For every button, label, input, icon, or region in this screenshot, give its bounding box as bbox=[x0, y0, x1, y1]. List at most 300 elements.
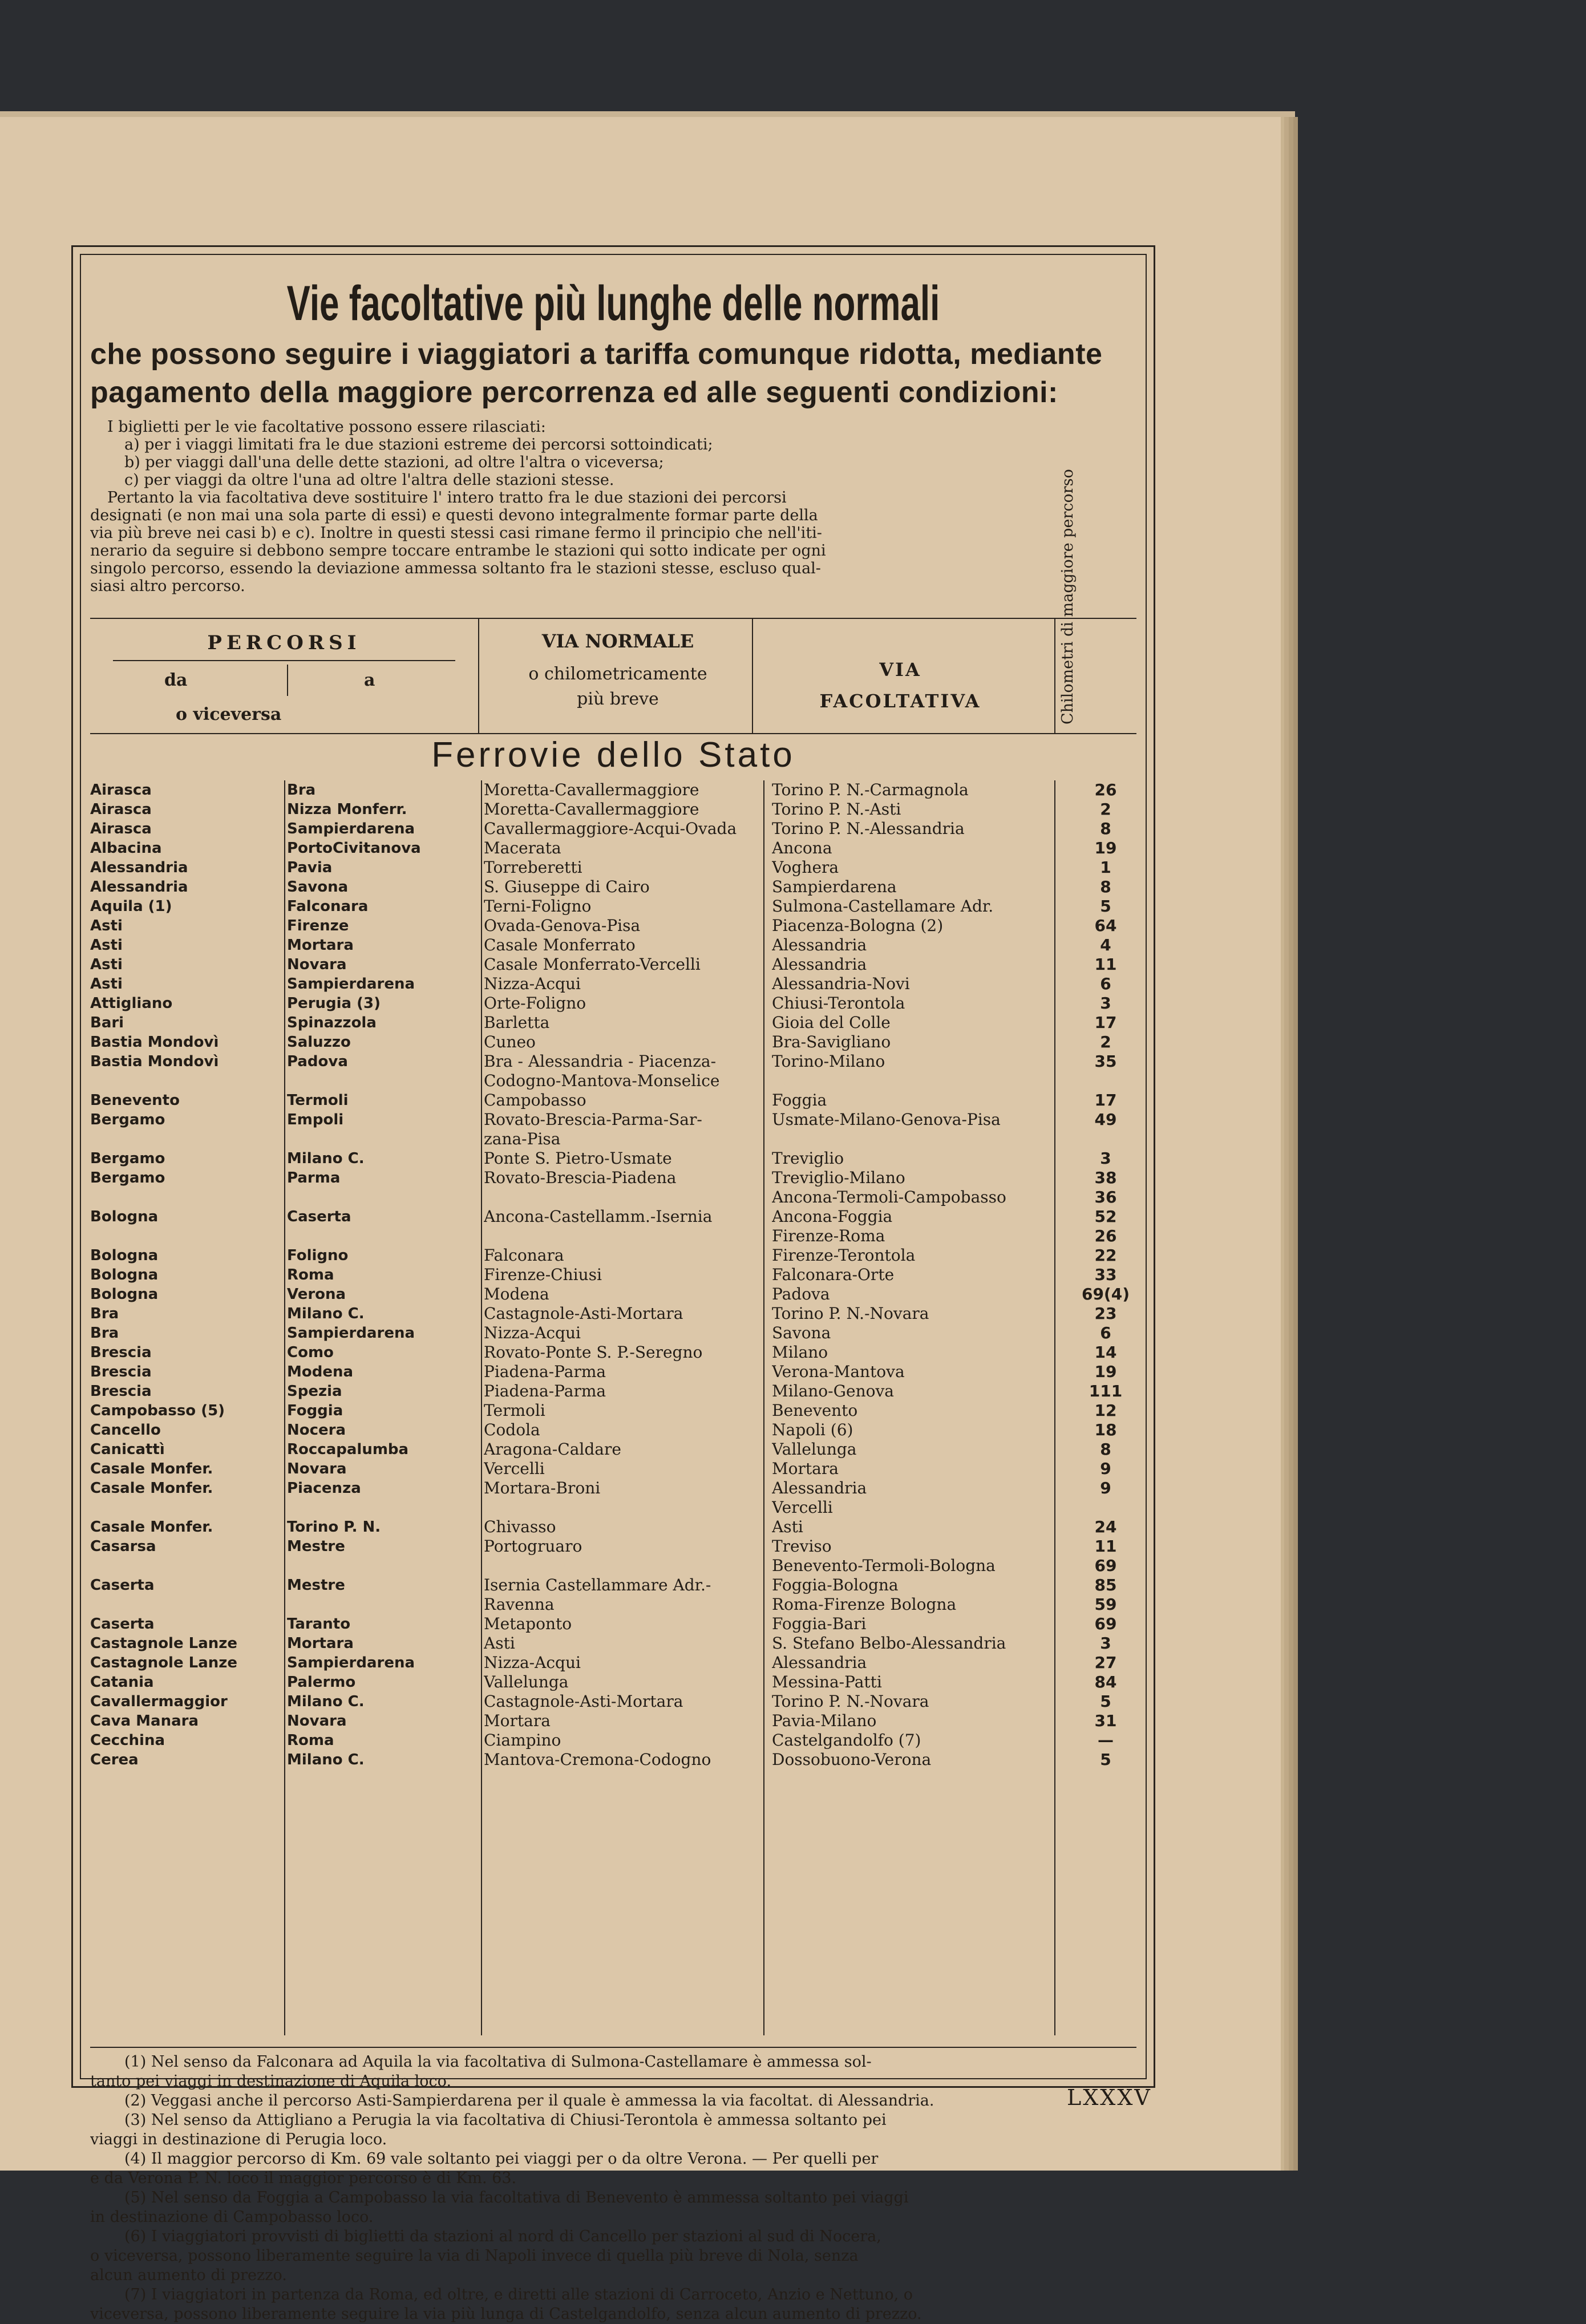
table-row bbox=[90, 1459, 1136, 1479]
station-to: Caserta bbox=[287, 1208, 351, 1225]
table-row bbox=[90, 1168, 1136, 1188]
via-normale: Codogno-Mantova-Monselice bbox=[484, 1071, 720, 1090]
km-extra: 5 bbox=[1100, 1692, 1111, 1711]
station-to: Verona bbox=[287, 1286, 346, 1303]
via-normale: Piadena-Parma bbox=[484, 1382, 606, 1400]
footnote-line: e da Verona P. N. loco il maggior percorso è di Km. 63. bbox=[90, 2169, 517, 2187]
km-extra: 26 bbox=[1094, 1226, 1117, 1245]
station-from: Casale Monfer. bbox=[90, 1519, 213, 1536]
table-row bbox=[90, 1188, 1136, 1207]
via-facoltativa: Torino P. N.-Novara bbox=[772, 1304, 929, 1323]
table-row bbox=[90, 780, 1136, 800]
via-normale: Aragona-Caldare bbox=[484, 1440, 621, 1459]
station-to: Piacenza bbox=[287, 1480, 361, 1497]
km-extra: 19 bbox=[1094, 1362, 1117, 1381]
via-facoltativa: Alessandria bbox=[772, 1479, 867, 1497]
via-facoltativa: Chiusi-Terontola bbox=[772, 994, 905, 1013]
header-via-normale-sub-2: più breve bbox=[577, 689, 659, 709]
station-to: Padova bbox=[287, 1053, 348, 1070]
footnote-line: (1) Nel senso da Falconara ad Aquila la via facoltativa di Sulmona-Castellamare è ammessa sol- bbox=[124, 2053, 872, 2071]
km-extra: 1 bbox=[1100, 858, 1111, 877]
station-to: Torino P. N. bbox=[287, 1519, 381, 1536]
station-from: Bra bbox=[90, 1325, 119, 1342]
table-row bbox=[90, 955, 1136, 974]
station-to: Milano C. bbox=[287, 1693, 365, 1710]
subtitle-line-1: che possono seguire i viaggiatori a tariffa comunque ridotta, mediante bbox=[90, 338, 1103, 371]
via-normale: Asti bbox=[484, 1634, 515, 1653]
table-row bbox=[90, 994, 1136, 1013]
km-extra: 64 bbox=[1094, 916, 1117, 935]
header-via-facoltativa-1: VIA bbox=[879, 659, 921, 681]
via-facoltativa: Ancona bbox=[772, 839, 832, 857]
via-facoltativa: Usmate-Milano-Genova-Pisa bbox=[772, 1110, 1001, 1129]
station-from: Catania bbox=[90, 1674, 154, 1691]
via-normale: Isernia Castellammare Adr.- bbox=[484, 1576, 711, 1594]
km-extra: 36 bbox=[1094, 1188, 1117, 1206]
table-row bbox=[90, 1614, 1136, 1634]
table-row bbox=[90, 1362, 1136, 1382]
footnotes bbox=[90, 2047, 1136, 2324]
km-extra: 49 bbox=[1094, 1110, 1117, 1129]
km-extra: 84 bbox=[1094, 1673, 1117, 1691]
station-to: Spezia bbox=[287, 1383, 342, 1400]
station-to: Pavia bbox=[287, 859, 333, 876]
via-normale: Barletta bbox=[484, 1013, 550, 1032]
station-from: Bologna bbox=[90, 1247, 159, 1264]
km-extra: 9 bbox=[1100, 1479, 1111, 1497]
via-facoltativa: Treviglio bbox=[772, 1149, 844, 1168]
station-to: Novara bbox=[287, 956, 347, 973]
footnote-line: (3) Nel senso da Attigliano a Perugia la via facoltativa di Chiusi-Terontola è ammessa soltanto pei bbox=[124, 2111, 887, 2129]
km-extra: 2 bbox=[1100, 800, 1111, 819]
station-from: Bra bbox=[90, 1305, 119, 1322]
station-to: Roma bbox=[287, 1732, 334, 1749]
column-divider bbox=[763, 780, 764, 2035]
km-extra: 59 bbox=[1094, 1595, 1117, 1614]
station-from: Alessandria bbox=[90, 878, 188, 896]
station-to: Roccapalumba bbox=[287, 1441, 409, 1458]
via-facoltativa: Piacenza-Bologna (2) bbox=[772, 916, 944, 935]
station-from: Cecchina bbox=[90, 1732, 165, 1749]
header-a: a bbox=[364, 670, 375, 690]
station-to: Savona bbox=[287, 878, 349, 896]
via-facoltativa: Ancona-Foggia bbox=[772, 1207, 893, 1226]
via-facoltativa: Milano-Genova bbox=[772, 1382, 894, 1400]
via-normale: Nizza-Acqui bbox=[484, 1323, 581, 1342]
footnote-line: (7) I viaggiatori in partenza da Roma, ed oltre, e diretti alle stazioni di Carroceto, Anzio e Nettuno, o bbox=[124, 2286, 913, 2303]
via-facoltativa: Napoli (6) bbox=[772, 1420, 853, 1439]
station-from: Castagnole Lanze bbox=[90, 1654, 238, 1671]
km-extra: 3 bbox=[1100, 1149, 1111, 1168]
footnote-line: (5) Nel senso da Foggia a Campobasso la via facoltativa di Benevento è ammessa soltanto pei viaggi bbox=[124, 2189, 909, 2206]
table-row bbox=[90, 1207, 1136, 1226]
station-from: Airasca bbox=[90, 820, 152, 837]
km-extra: 69(4) bbox=[1081, 1285, 1130, 1303]
station-to: Mortara bbox=[287, 937, 354, 954]
station-from: Canicattì bbox=[90, 1441, 165, 1458]
via-normale: Mortara-Broni bbox=[484, 1479, 601, 1497]
route-table bbox=[90, 780, 1136, 1770]
table-row bbox=[90, 1556, 1136, 1576]
via-normale: Ciampino bbox=[484, 1731, 561, 1750]
station-from: Cavallermaggior bbox=[90, 1693, 228, 1710]
station-to: Roma bbox=[287, 1266, 334, 1284]
via-facoltativa: Treviso bbox=[772, 1537, 832, 1556]
header-via-facoltativa-2: FACOLTATIVA bbox=[819, 690, 981, 712]
table-row bbox=[90, 819, 1136, 839]
header-divider bbox=[752, 619, 753, 733]
station-from: Cerea bbox=[90, 1751, 139, 1768]
station-from: Brescia bbox=[90, 1383, 152, 1400]
via-normale: Campobasso bbox=[484, 1091, 586, 1110]
via-normale: Castagnole-Asti-Mortara bbox=[484, 1692, 683, 1711]
km-extra: 17 bbox=[1094, 1013, 1117, 1032]
table-row bbox=[90, 1343, 1136, 1362]
via-facoltativa: Sulmona-Castellamare Adr. bbox=[772, 897, 994, 916]
station-from: Bergamo bbox=[90, 1111, 165, 1128]
via-facoltativa: Falconara-Orte bbox=[772, 1265, 895, 1284]
via-normale: Casale Monferrato bbox=[484, 936, 636, 954]
via-normale: Ravenna bbox=[484, 1595, 555, 1614]
station-to: Taranto bbox=[287, 1616, 351, 1633]
table-row bbox=[90, 1517, 1136, 1537]
via-facoltativa: Asti bbox=[772, 1517, 803, 1536]
via-facoltativa: Ancona-Termoli-Campobasso bbox=[772, 1188, 1006, 1206]
km-extra: 11 bbox=[1094, 955, 1117, 974]
station-from: Brescia bbox=[90, 1344, 152, 1361]
column-divider bbox=[284, 780, 285, 2035]
km-extra: 17 bbox=[1094, 1091, 1117, 1110]
via-normale: Torreberetti bbox=[484, 858, 582, 877]
station-from: Airasca bbox=[90, 782, 152, 799]
table-row bbox=[90, 1265, 1136, 1285]
km-extra: 3 bbox=[1100, 1634, 1111, 1653]
station-to: Modena bbox=[287, 1363, 354, 1380]
intro-line: b) per viaggi dall'una delle dette stazioni, ad oltre l'altra o viceversa; bbox=[124, 454, 664, 471]
via-normale: zana-Pisa bbox=[484, 1129, 561, 1148]
via-facoltativa: S. Stefano Belbo-Alessandria bbox=[772, 1634, 1006, 1653]
via-facoltativa: Voghera bbox=[772, 858, 839, 877]
via-facoltativa: Messina-Patti bbox=[772, 1673, 882, 1691]
station-from: Castagnole Lanze bbox=[90, 1635, 238, 1652]
via-facoltativa: Foggia-Bari bbox=[772, 1614, 867, 1633]
km-extra: 14 bbox=[1094, 1343, 1117, 1362]
intro-line: I biglietti per le vie facoltative possono essere rilasciati: bbox=[107, 418, 546, 436]
station-from: Albacina bbox=[90, 840, 162, 857]
via-facoltativa: Padova bbox=[772, 1285, 830, 1303]
via-facoltativa: Torino P. N.-Asti bbox=[772, 800, 901, 819]
table-row bbox=[90, 1226, 1136, 1246]
via-facoltativa: Vercelli bbox=[772, 1498, 833, 1517]
station-from: Brescia bbox=[90, 1363, 152, 1380]
footnote-line: (2) Veggasi anche il percorso Asti-Sampierdarena per il quale è ammessa la via facoltat. di Alessandria. bbox=[124, 2092, 934, 2110]
page-number: LXXXV bbox=[1067, 2085, 1152, 2110]
table-row bbox=[90, 1149, 1136, 1168]
table-row bbox=[90, 1382, 1136, 1401]
station-from: Campobasso (5) bbox=[90, 1402, 225, 1419]
station-from: Casarsa bbox=[90, 1538, 156, 1555]
via-facoltativa: Sampierdarena bbox=[772, 877, 897, 896]
via-normale: Cavallermaggiore-Acqui-Ovada bbox=[484, 819, 737, 838]
header-via-normale-sub bbox=[484, 662, 752, 712]
via-facoltativa: Treviglio-Milano bbox=[772, 1168, 905, 1187]
via-facoltativa: Alessandria bbox=[772, 955, 867, 974]
table-row bbox=[90, 1129, 1136, 1149]
via-normale: Rovato-Ponte S. P.-Seregno bbox=[484, 1343, 703, 1362]
km-extra: 5 bbox=[1100, 1750, 1111, 1769]
via-facoltativa: Foggia bbox=[772, 1091, 827, 1110]
footnote-line: (6) I viaggiatori provvisti di biglietti da stazioni al nord di Cancello per stazioni al sud di Nocera, bbox=[124, 2228, 881, 2245]
station-to: Empoli bbox=[287, 1111, 344, 1128]
via-normale: Modena bbox=[484, 1285, 549, 1303]
station-from: Cancello bbox=[90, 1422, 161, 1439]
via-normale: Orte-Foligno bbox=[484, 994, 586, 1013]
header-viceversa: o viceversa bbox=[176, 705, 282, 724]
station-to: Milano C. bbox=[287, 1751, 365, 1768]
station-from: Bologna bbox=[90, 1208, 159, 1225]
via-facoltativa: Alessandria bbox=[772, 1653, 867, 1672]
via-facoltativa: Vallelunga bbox=[772, 1440, 857, 1459]
intro-line: a) per i viaggi limitati fra le due stazioni estreme dei percorsi sottoindicati; bbox=[124, 436, 713, 454]
station-to: Foggia bbox=[287, 1402, 343, 1419]
table-row bbox=[90, 1537, 1136, 1556]
footnote-line: o viceversa, possono liberamente seguire la via di Napoli invece di quella più breve di Nola, senza bbox=[90, 2247, 859, 2265]
station-to: Saluzzo bbox=[287, 1034, 351, 1051]
station-to: Milano C. bbox=[287, 1305, 365, 1322]
station-from: Asti bbox=[90, 975, 123, 993]
km-extra: 33 bbox=[1094, 1265, 1117, 1284]
via-normale: Termoli bbox=[484, 1401, 545, 1420]
page-title: Vie facoltative più lunghe delle normali bbox=[286, 276, 940, 331]
station-from: Caserta bbox=[90, 1616, 155, 1633]
table-row bbox=[90, 1091, 1136, 1110]
station-to: Sampierdarena bbox=[287, 1325, 415, 1342]
km-extra: — bbox=[1098, 1731, 1114, 1750]
km-extra: 52 bbox=[1094, 1207, 1117, 1226]
station-to: PortoCivitanova bbox=[287, 840, 421, 857]
footnote-line: (4) Il maggior percorso di Km. 69 vale soltanto pei viaggi per o da oltre Verona. — Per quelli per bbox=[124, 2150, 879, 2168]
footnote-line: viaggi in destinazione di Perugia loco. bbox=[90, 2131, 387, 2148]
station-to: Novara bbox=[287, 1460, 347, 1477]
station-to: Como bbox=[287, 1344, 334, 1361]
station-from: Airasca bbox=[90, 801, 152, 818]
station-from: Alessandria bbox=[90, 859, 188, 876]
header-divider bbox=[478, 619, 479, 733]
table-row bbox=[90, 1731, 1136, 1750]
table-row bbox=[90, 1673, 1136, 1692]
via-normale: Rovato-Brescia-Piadena bbox=[484, 1168, 677, 1187]
intro-line: nerario da seguire si debbono sempre toccare entrambe le stazioni qui sotto indicate per ogni bbox=[90, 542, 826, 560]
footnote-line: alcun aumento di prezzo. bbox=[90, 2266, 287, 2284]
via-normale: Casale Monferrato-Vercelli bbox=[484, 955, 701, 974]
table-row bbox=[90, 858, 1136, 877]
km-extra: 3 bbox=[1100, 994, 1111, 1013]
header-divider bbox=[287, 665, 288, 696]
header-via-normale-sub-1: o chilometricamente bbox=[528, 664, 707, 684]
table-row bbox=[90, 1711, 1136, 1731]
table-row bbox=[90, 1595, 1136, 1614]
via-normale: Falconara bbox=[484, 1246, 564, 1265]
via-facoltativa: Alessandria-Novi bbox=[772, 974, 910, 993]
via-normale: Firenze-Chiusi bbox=[484, 1265, 602, 1284]
km-extra: 8 bbox=[1100, 1440, 1111, 1459]
via-facoltativa: Mortara bbox=[772, 1459, 839, 1478]
station-from: Asti bbox=[90, 917, 123, 934]
km-extra: 22 bbox=[1094, 1246, 1117, 1265]
station-from: Casale Monfer. bbox=[90, 1480, 213, 1497]
table-row bbox=[90, 1479, 1136, 1498]
station-to: Perugia (3) bbox=[287, 995, 381, 1012]
station-to: Nizza Monferr. bbox=[287, 801, 407, 818]
via-facoltativa: Torino P. N.-Carmagnola bbox=[772, 780, 969, 799]
station-from: Benevento bbox=[90, 1092, 180, 1109]
via-facoltativa: Foggia-Bologna bbox=[772, 1576, 899, 1594]
km-extra: 69 bbox=[1094, 1614, 1117, 1633]
station-to: Firenze bbox=[287, 917, 349, 934]
station-from: Bergamo bbox=[90, 1169, 165, 1187]
table-row bbox=[90, 1653, 1136, 1673]
via-facoltativa: Dossobuono-Verona bbox=[772, 1750, 932, 1769]
header-divider bbox=[1054, 619, 1055, 733]
table-row bbox=[90, 800, 1136, 819]
via-normale: Vercelli bbox=[484, 1459, 545, 1478]
station-to: Mestre bbox=[287, 1538, 345, 1555]
table-row bbox=[90, 839, 1136, 858]
via-normale: Mantova-Cremona-Codogno bbox=[484, 1750, 711, 1769]
via-facoltativa: Benevento bbox=[772, 1401, 858, 1420]
station-to: Mestre bbox=[287, 1577, 345, 1594]
station-from: Caserta bbox=[90, 1577, 155, 1594]
table-row bbox=[90, 1692, 1136, 1711]
table-row bbox=[90, 1110, 1136, 1129]
subtitle-line-2: pagamento della maggiore percorrenza ed alle seguenti condizioni: bbox=[90, 376, 1058, 409]
via-normale: Macerata bbox=[484, 839, 561, 857]
station-from: Bergamo bbox=[90, 1150, 165, 1167]
header-via-normale: VIA NORMALE bbox=[541, 630, 694, 652]
table-row bbox=[90, 897, 1136, 916]
table-row bbox=[90, 916, 1136, 936]
station-from: Casale Monfer. bbox=[90, 1460, 213, 1477]
via-facoltativa: Benevento-Termoli-Bologna bbox=[772, 1556, 996, 1575]
table-row bbox=[90, 974, 1136, 994]
via-facoltativa: Castelgandolfo (7) bbox=[772, 1731, 921, 1750]
station-to: Mortara bbox=[287, 1635, 354, 1652]
via-normale: Ponte S. Pietro-Usmate bbox=[484, 1149, 672, 1168]
station-to: Nocera bbox=[287, 1422, 346, 1439]
station-from: Cava Manara bbox=[90, 1712, 199, 1730]
station-to: Palermo bbox=[287, 1674, 356, 1691]
station-to: Falconara bbox=[287, 898, 369, 915]
km-extra: 11 bbox=[1094, 1537, 1117, 1556]
via-normale: Rovato-Brescia-Parma-Sar- bbox=[484, 1110, 702, 1129]
via-normale: Ancona-Castellamm.-Isernia bbox=[484, 1207, 713, 1226]
station-to: Novara bbox=[287, 1712, 347, 1730]
table-row bbox=[90, 1246, 1136, 1265]
table-row bbox=[90, 1420, 1136, 1440]
km-extra: 23 bbox=[1094, 1304, 1117, 1323]
station-from: Bastia Mondovì bbox=[90, 1034, 219, 1051]
intro-line: Pertanto la via facoltativa deve sostituire l' intero tratto fra le due stazioni dei percorsi bbox=[107, 489, 787, 507]
via-normale: Piadena-Parma bbox=[484, 1362, 606, 1381]
table-row bbox=[90, 1576, 1136, 1595]
station-to: Parma bbox=[287, 1169, 341, 1187]
km-extra: 5 bbox=[1100, 897, 1111, 916]
via-facoltativa: Firenze-Terontola bbox=[772, 1246, 916, 1265]
station-to: Sampierdarena bbox=[287, 1654, 415, 1671]
km-extra: 4 bbox=[1100, 936, 1111, 954]
table-row bbox=[90, 1498, 1136, 1517]
via-normale: Castagnole-Asti-Mortara bbox=[484, 1304, 683, 1323]
station-to: Milano C. bbox=[287, 1150, 365, 1167]
via-facoltativa: Torino P. N.-Novara bbox=[772, 1692, 929, 1711]
header-km: Chilometri di maggiore percorso bbox=[1059, 469, 1077, 724]
via-normale: Nizza-Acqui bbox=[484, 1653, 581, 1672]
via-normale: Moretta-Cavallermaggiore bbox=[484, 780, 699, 799]
km-extra: 85 bbox=[1094, 1576, 1117, 1594]
station-from: Bologna bbox=[90, 1286, 159, 1303]
via-normale: Ovada-Genova-Pisa bbox=[484, 916, 641, 935]
station-from: Bologna bbox=[90, 1266, 159, 1284]
header-rule bbox=[113, 660, 455, 661]
km-extra: 8 bbox=[1100, 877, 1111, 896]
via-facoltativa: Bra-Savigliano bbox=[772, 1033, 891, 1051]
km-extra: 38 bbox=[1094, 1168, 1117, 1187]
table-row bbox=[90, 1304, 1136, 1323]
station-to: Spinazzola bbox=[287, 1014, 377, 1031]
header-percorsi: PERCORSI bbox=[207, 631, 361, 654]
via-facoltativa: Torino P. N.-Alessandria bbox=[772, 819, 965, 838]
intro-line: designati (e non mai una sola parte di essi) e questi devono integralmente formar parte della bbox=[90, 507, 818, 524]
km-extra: 26 bbox=[1094, 780, 1117, 799]
station-from: Asti bbox=[90, 956, 123, 973]
via-normale: Bra - Alessandria - Piacenza- bbox=[484, 1052, 717, 1071]
km-extra: 6 bbox=[1100, 974, 1111, 993]
via-normale: S. Giuseppe di Cairo bbox=[484, 877, 650, 896]
km-extra: 12 bbox=[1094, 1401, 1117, 1420]
table-row bbox=[90, 1013, 1136, 1033]
via-normale: Codola bbox=[484, 1420, 540, 1439]
km-extra: 2 bbox=[1100, 1033, 1111, 1051]
via-facoltativa: Gioia del Colle bbox=[772, 1013, 891, 1032]
via-facoltativa: Savona bbox=[772, 1323, 831, 1342]
km-extra: 18 bbox=[1094, 1420, 1117, 1439]
column-divider bbox=[1054, 780, 1055, 2035]
intro-line: siasi altro percorso. bbox=[90, 577, 245, 595]
table-row bbox=[90, 1033, 1136, 1052]
intro-line: via più breve nei casi b) e c). Inoltre in questi stessi casi rimane fermo il principio che nell'iti- bbox=[90, 524, 822, 542]
intro-line: c) per viaggi da oltre l'una ad oltre l'altra delle stazioni stesse. bbox=[124, 471, 614, 489]
station-from: Attigliano bbox=[90, 995, 173, 1012]
intro-text bbox=[90, 418, 1136, 595]
section-title: Ferrovie dello Stato bbox=[431, 735, 795, 775]
station-to: Termoli bbox=[287, 1092, 349, 1109]
km-extra: 9 bbox=[1100, 1459, 1111, 1478]
km-extra: 24 bbox=[1094, 1517, 1117, 1536]
km-extra: 111 bbox=[1089, 1382, 1123, 1400]
km-extra: 69 bbox=[1094, 1556, 1117, 1575]
table-row bbox=[90, 1750, 1136, 1770]
km-extra: 35 bbox=[1094, 1052, 1117, 1071]
station-to: Bra bbox=[287, 782, 316, 799]
via-facoltativa: Milano bbox=[772, 1343, 828, 1362]
via-normale: Chivasso bbox=[484, 1517, 556, 1536]
table-row bbox=[90, 1401, 1136, 1420]
via-facoltativa: Firenze-Roma bbox=[772, 1226, 885, 1245]
intro-line: singolo percorso, essendo la deviazione ammessa soltanto fra le stazioni stesse, escluso qual- bbox=[90, 560, 821, 577]
via-facoltativa: Verona-Mantova bbox=[772, 1362, 905, 1381]
station-to: Sampierdarena bbox=[287, 975, 415, 993]
station-from: Aquila (1) bbox=[90, 898, 172, 915]
